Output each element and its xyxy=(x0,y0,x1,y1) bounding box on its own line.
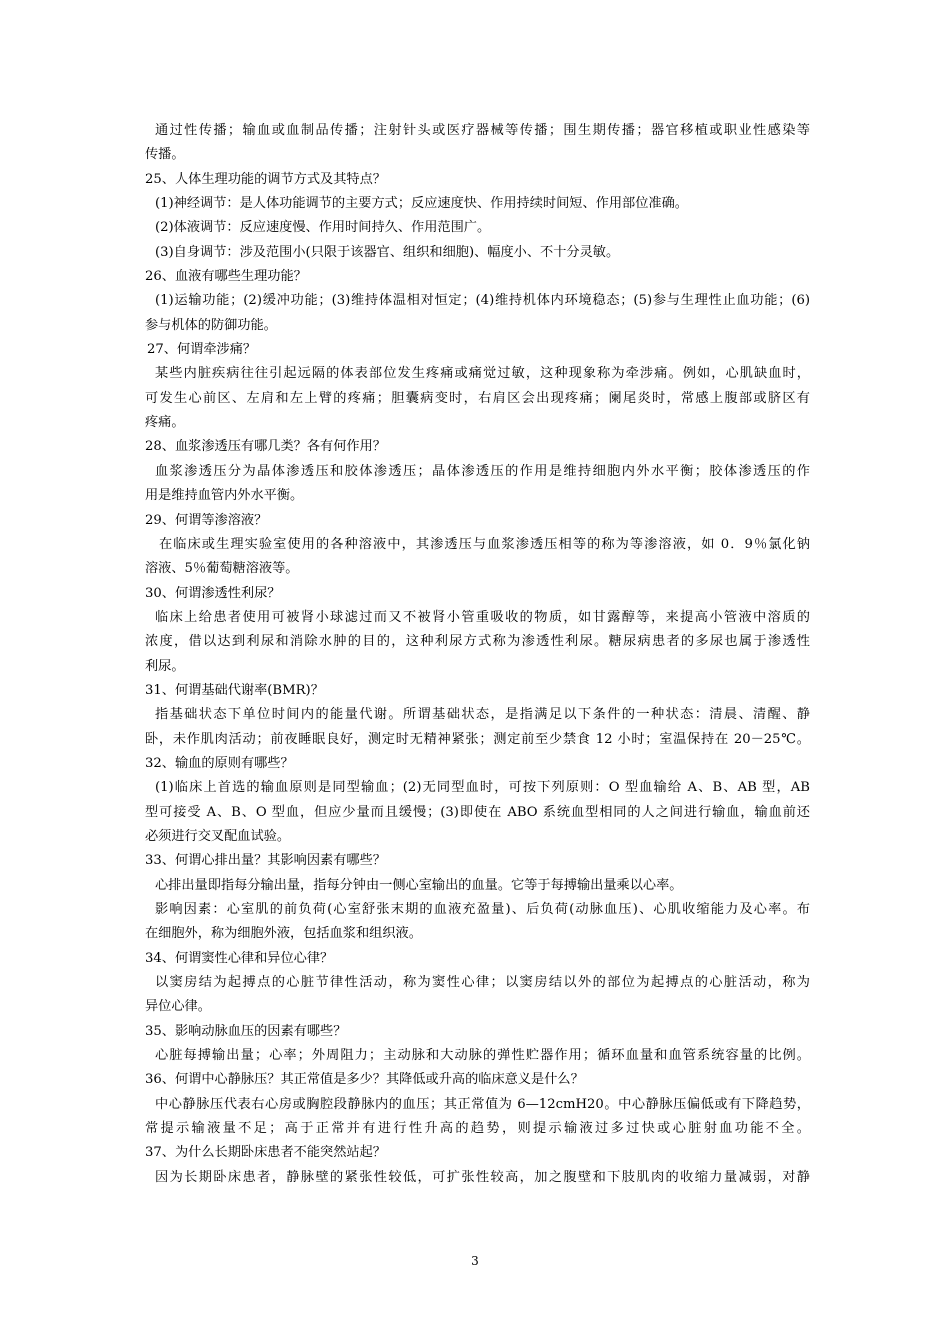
question-heading: 30、何谓渗透性利尿？ xyxy=(145,585,281,601)
paragraph-line: 中心静脉压代表右心房或胸腔段静脉内的血压；其正常值为 6—12cmH20。中心静脉压偏低或有下降趋势， xyxy=(155,1096,810,1112)
question-heading: 28、血浆渗透压有哪几类？各有何作用？ xyxy=(145,439,386,455)
paragraph-line: 浓度，借以达到利尿和消除水肿的目的，这种利尿方式称为渗透性利尿。糖尿病患者的多尿也属于渗透性 xyxy=(145,634,810,650)
paragraph-line: 常提示输液量不足；高于正常并有进行性升高的趋势，则提示输液过多过快或心脏射血功能不全。 xyxy=(145,1121,810,1137)
paragraph-line: (3)自身调节：涉及范围小(只限于该器官、组织和细胞)、幅度小、不十分灵敏。 xyxy=(155,244,620,260)
paragraph-line: 心排出量即指每分输出量，指每分钟由一侧心室输出的血量。它等于每搏输出量乘以心率。 xyxy=(155,877,683,893)
paragraph-line: 以窦房结为起搏点的心脏节律性活动，称为窦性心律；以窦房结以外的部位为起搏点的心脏活动，称为 xyxy=(155,975,810,991)
question-heading: 26、血液有哪些生理功能？ xyxy=(145,269,307,285)
question-heading: 33、何谓心排出量？其影响因素有哪些？ xyxy=(145,853,386,869)
document-body xyxy=(145,119,810,1190)
question-heading: 34、何谓窦性心律和异位心律？ xyxy=(145,950,334,966)
paragraph-line: 在临床或生理实验室使用的各种溶液中，其渗透压与血浆渗透压相等的称为等渗溶液，如 0．9％氯化钠 xyxy=(159,536,810,552)
paragraph-line: 型可接受 A、B、O 型血，但应少量而且缓慢；(3)即使在 ABO 系统血型相同的人之间进行输血，输血前还 xyxy=(145,804,810,820)
paragraph-line: 疼痛。 xyxy=(145,415,185,431)
paragraph-line: 心脏每搏输出量；心率；外周阻力；主动脉和大动脉的弹性贮器作用；循环血量和血管系统容量的比例。 xyxy=(155,1048,810,1064)
paragraph-line: 可发生心前区、左肩和左上臂的疼痛；胆囊病变时，右肩区会出现疼痛；阑尾炎时，常感上腹部或脐区有 xyxy=(145,390,810,406)
question-heading: 36、何谓中心静脉压？其正常值是多少？其降低或升高的临床意义是什么？ xyxy=(145,1072,584,1088)
paragraph-line: 异位心律。 xyxy=(145,999,211,1015)
paragraph-line: 通过性传播；输血或血制品传播；注射针头或医疗器械等传播；围生期传播；器官移植或职业性感染等 xyxy=(155,123,810,138)
question-heading: 29、何谓等渗溶液？ xyxy=(145,512,268,528)
paragraph-line: (1)神经调节：是人体功能调节的主要方式；反应速度快、作用持续时间短、作用部位准确。 xyxy=(155,196,688,212)
question-heading: 31、何谓基础代谢率(BMR)？ xyxy=(145,682,324,698)
paragraph-line: 卧，未作肌肉活动；前夜睡眠良好，测定时无精神紧张；测定前至少禁食 12 小时；室温保持在 20－25℃。 xyxy=(145,731,810,747)
question-heading: 32、输血的原则有哪些？ xyxy=(145,755,294,771)
question-heading: 25、人体生理功能的调节方式及其特点？ xyxy=(145,171,386,187)
paragraph-line: (1)临床上首选的输血原则是同型输血；(2)无同型血时，可按下列原则：O 型血输给 A、B、AB 型，AB xyxy=(155,780,810,796)
paragraph-line: 传播。 xyxy=(145,147,185,163)
paragraph-line: 指基础状态下单位时间内的能量代谢。所谓基础状态，是指满足以下条件的一种状态：清晨、清醒、静 xyxy=(155,707,810,723)
question-heading: 35、影响动脉血压的因素有哪些？ xyxy=(145,1023,347,1039)
paragraph-line: 因为长期卧床患者，静脉壁的紧张性较低，可扩张性较高，加之腹壁和下肢肌肉的收缩力量减弱，对静 xyxy=(155,1169,810,1185)
paragraph-line: 某些内脏疾病往往引起远隔的体表部位发生疼痛或痛觉过敏，这种现象称为牵涉痛。例如，心肌缺血时， xyxy=(155,366,810,382)
page-number: 3 xyxy=(471,1254,479,1268)
paragraph-line: 临床上给患者使用可被肾小球滤过而又不被肾小管重吸收的物质，如甘露醇等，来提高小管液中溶质的 xyxy=(155,609,810,625)
paragraph-line: 在细胞外，称为细胞外液，包括血浆和组织液。 xyxy=(145,926,422,942)
paragraph-line: 必须进行交叉配血试验。 xyxy=(145,828,291,844)
paragraph-line: (2)体液调节：反应速度慢、作用时间持久、作用范围广。 xyxy=(155,220,491,236)
paragraph-line: 利尿。 xyxy=(145,658,185,674)
paragraph-line: (1)运输功能；(2)缓冲功能；(3)维持体温相对恒定；(4)维持机体内环境稳态；(5)参与生理性止血功能；(6) xyxy=(155,293,810,309)
paragraph-line: 用是维持血管内外水平衡。 xyxy=(145,488,304,504)
question-heading: 37、为什么长期卧床患者不能突然站起？ xyxy=(145,1145,386,1161)
question-heading: 27、何谓牵涉痛？ xyxy=(147,342,257,358)
paragraph-line: 溶液、5％葡萄糖溶液等。 xyxy=(145,561,299,577)
paragraph-line: 影响因素：心室肌的前负荷(心室舒张末期的血液充盈量)、后负荷(动脉血压)、心肌收缩能力及心率。布 xyxy=(155,902,810,917)
paragraph-line: 血浆渗透压分为晶体渗透压和胶体渗透压；晶体渗透压的作用是维持细胞内外水平衡；胶体渗透压的作 xyxy=(155,463,810,479)
paragraph-line: 参与机体的防御功能。 xyxy=(145,317,277,333)
